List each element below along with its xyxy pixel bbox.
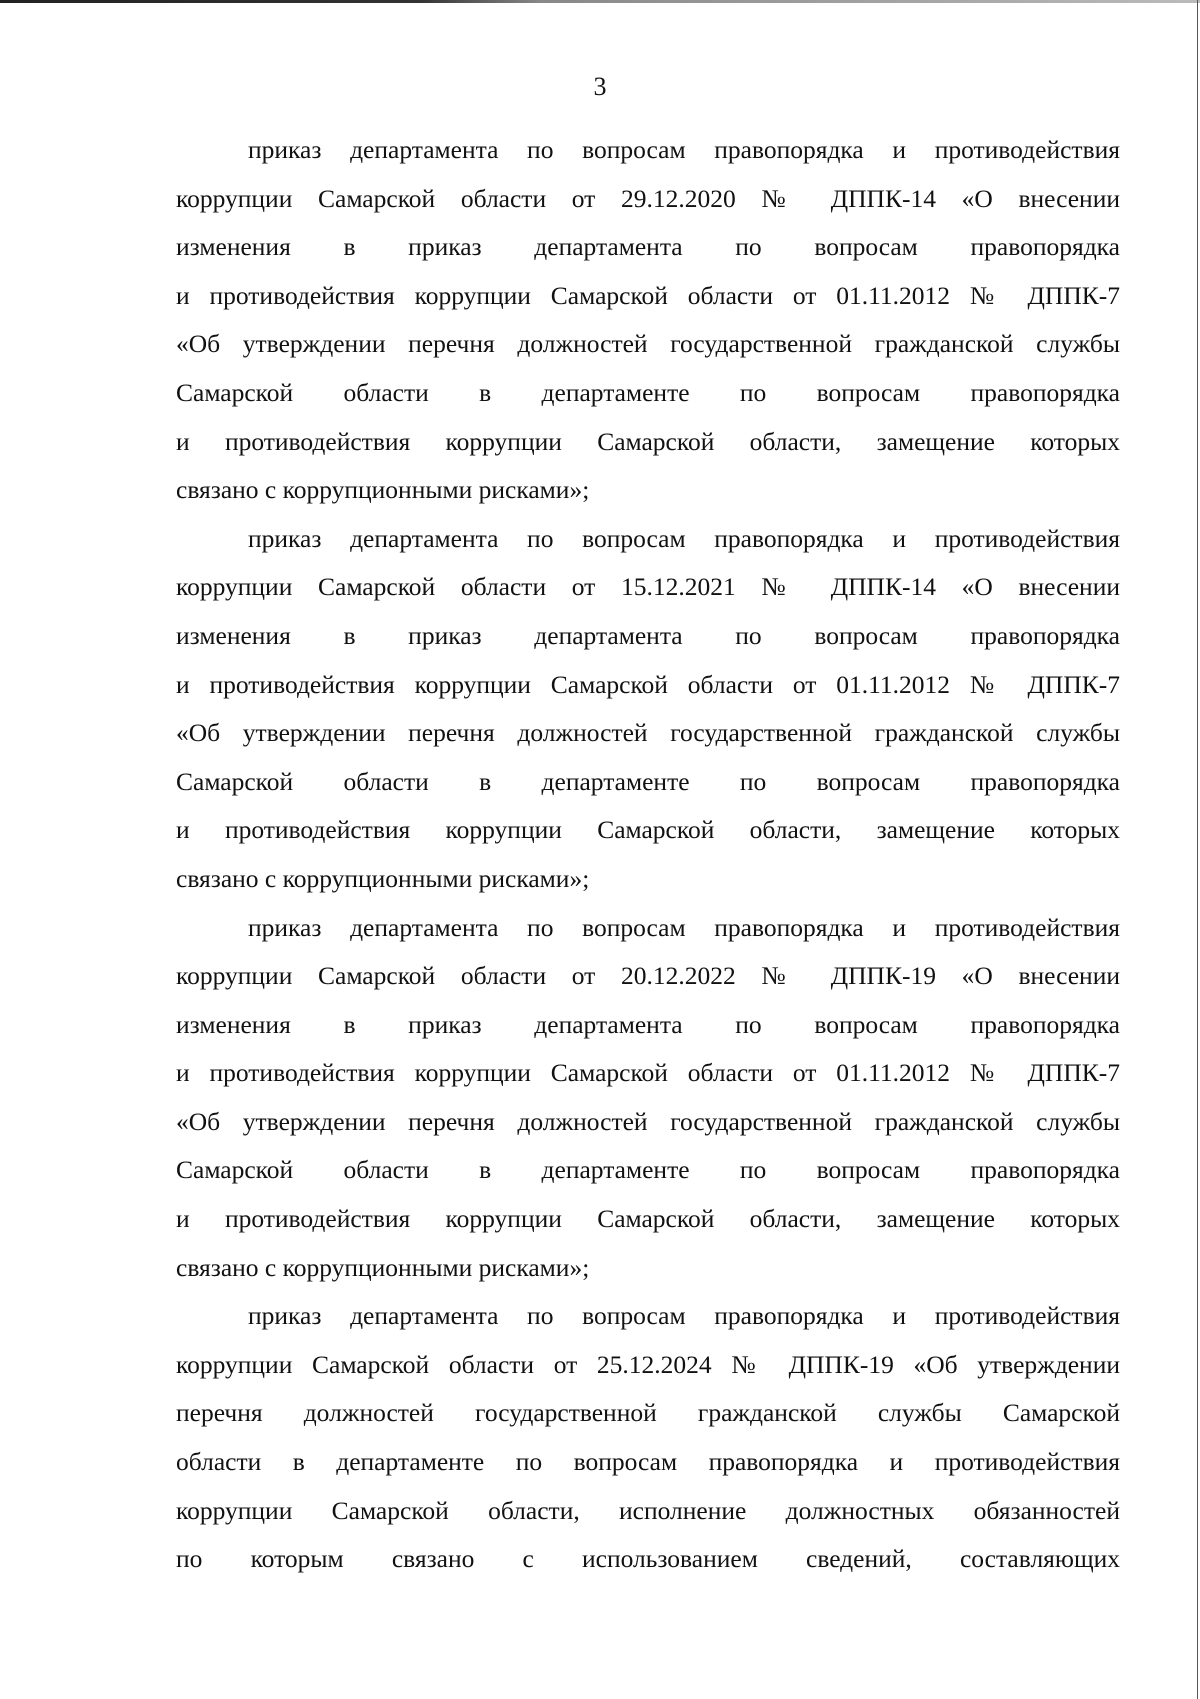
text-line: области в департаменте по вопросам правопорядка и противодействия bbox=[176, 1447, 1120, 1477]
text-line: «Об утверждении перечня должностей государственной гражданской службы bbox=[176, 1106, 1120, 1136]
text-line: «Об утверждении перечня должностей государственной гражданской службы bbox=[176, 329, 1120, 359]
paragraph bbox=[176, 515, 1120, 904]
text-line: Самарской области в департаменте по вопросам правопорядка bbox=[176, 1155, 1120, 1185]
text-line: Самарской области в департаменте по вопросам правопорядка bbox=[176, 766, 1120, 796]
paragraph bbox=[176, 1292, 1120, 1584]
scan-right-edge bbox=[1197, 0, 1198, 1699]
text-line: «Об утверждении перечня должностей государственной гражданской службы bbox=[176, 718, 1120, 748]
text-line: связано с коррупционными рисками»; bbox=[176, 863, 590, 893]
text-line: коррупции Самарской области, исполнение должностных обязанностей bbox=[176, 1495, 1120, 1525]
document-body bbox=[176, 126, 1120, 1584]
page-number: 3 bbox=[593, 72, 607, 101]
text-line: и противодействия коррупции Самарской области, замещение которых bbox=[176, 1204, 1120, 1234]
text-line: изменения в приказ департамента по вопросам правопорядка bbox=[176, 620, 1120, 650]
text-line: коррупции Самарской области от 29.12.2020 № ДППК-14 «О внесении bbox=[176, 183, 1120, 213]
text-line: по которым связано с использованием сведений, составляющих bbox=[176, 1544, 1120, 1574]
text-line: и противодействия коррупции Самарской области от 01.11.2012 № ДППК-7 bbox=[176, 280, 1120, 310]
text-line: приказ департамента по вопросам правопорядка и противодействия bbox=[248, 523, 1120, 553]
text-line: изменения в приказ департамента по вопросам правопорядка bbox=[176, 1009, 1120, 1039]
text-line: и противодействия коррупции Самарской области от 01.11.2012 № ДППК-7 bbox=[176, 1058, 1120, 1088]
text-line: и противодействия коррупции Самарской области, замещение которых bbox=[176, 426, 1120, 456]
text-line: Самарской области в департаменте по вопросам правопорядка bbox=[176, 377, 1120, 407]
text-line: и противодействия коррупции Самарской области, замещение которых bbox=[176, 815, 1120, 845]
text-line: связано с коррупционными рисками»; bbox=[176, 1252, 590, 1282]
text-line: связано с коррупционными рисками»; bbox=[176, 475, 590, 505]
text-line: приказ департамента по вопросам правопорядка и противодействия bbox=[248, 1301, 1120, 1331]
text-line: коррупции Самарской области от 25.12.2024 № ДППК-19 «Об утверждении bbox=[176, 1349, 1120, 1379]
text-line: и противодействия коррупции Самарской области от 01.11.2012 № ДППК-7 bbox=[176, 669, 1120, 699]
text-line: приказ департамента по вопросам правопорядка и противодействия bbox=[248, 135, 1120, 164]
text-line: приказ департамента по вопросам правопорядка и противодействия bbox=[248, 912, 1120, 942]
paragraph bbox=[176, 904, 1120, 1293]
scan-top-edge bbox=[0, 0, 1200, 3]
paragraph bbox=[176, 126, 1120, 515]
text-line: коррупции Самарской области от 15.12.2021 № ДППК-14 «О внесении bbox=[176, 572, 1120, 602]
text-line: изменения в приказ департамента по вопросам правопорядка bbox=[176, 232, 1120, 262]
text-line: перечня должностей государственной гражданской службы Самарской bbox=[176, 1398, 1120, 1428]
text-line: коррупции Самарской области от 20.12.2022 № ДППК-19 «О внесении bbox=[176, 961, 1120, 991]
